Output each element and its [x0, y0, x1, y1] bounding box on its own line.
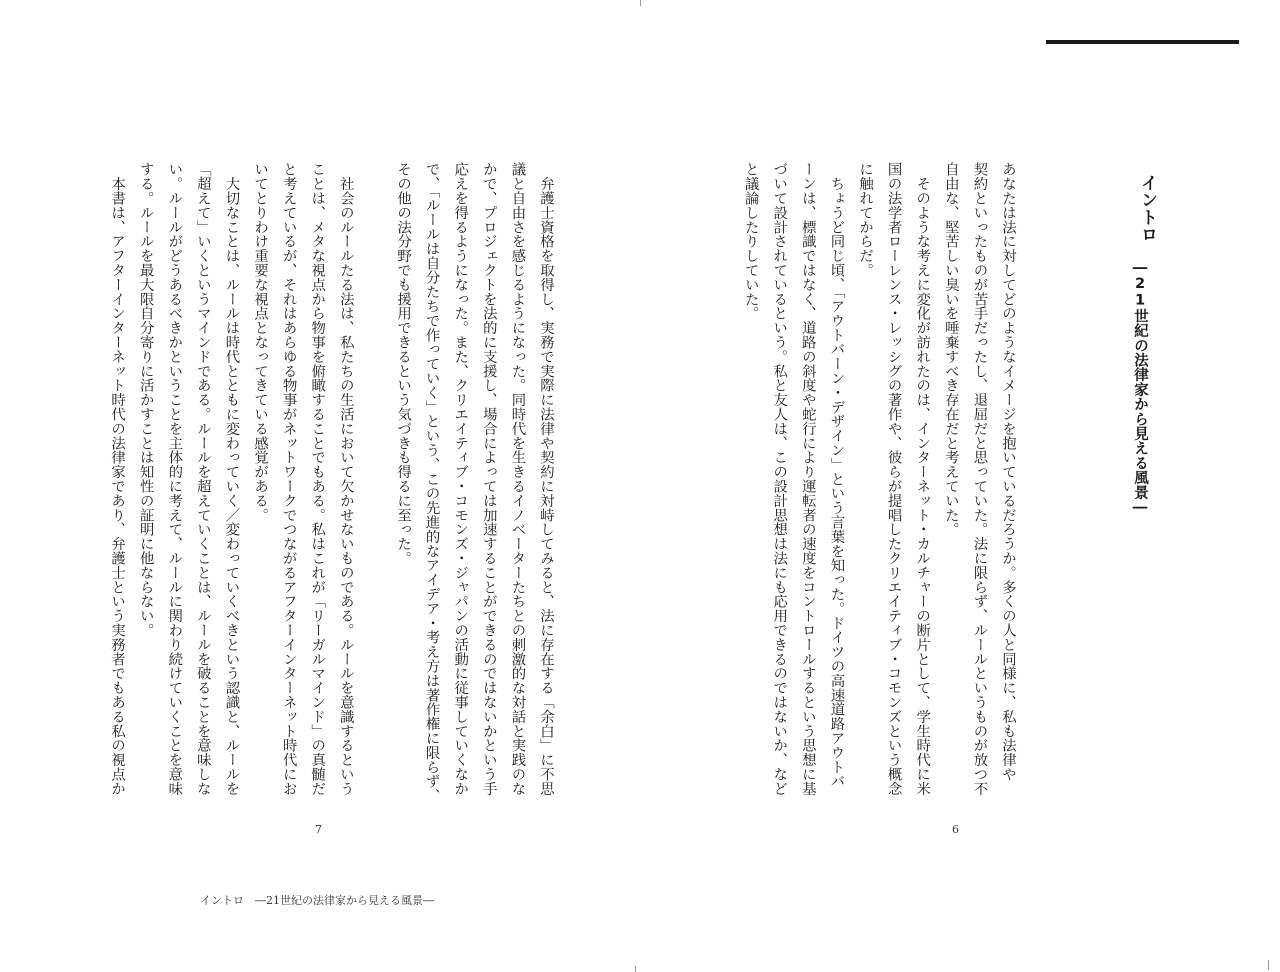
text-line: 「超えて」いくというマインドである。ルールを超えていくことは、ルールを破ることを意味しな [194, 162, 211, 796]
crop-mark-top [640, 0, 641, 6]
chapter-rule [1046, 40, 1239, 44]
text-line: と考えているが、それはあらゆる物事がネットワークでつながるアフターインターネット時代にお [280, 162, 297, 796]
running-head: イントロ ―21世紀の法律家から見える風景― [200, 894, 434, 907]
right-page-body [742, 162, 1022, 807]
text-line: 議と自由さを感じるようになった。同時代を生きるイノベーターたちとの刺激的な対話と実践のな [509, 162, 526, 796]
edge-mark [1268, 960, 1275, 970]
text-line: ーンは、標識ではなく、道路の斜度や蛇行により運転者の速度をコントロールするという思想に基 [799, 162, 816, 796]
text-line: いてとりわけ重要な視点となってきている感覚がある。 [252, 162, 269, 522]
page-number-right: 6 [952, 823, 959, 836]
text-line: 本書は、アフターインターネット時代の法律家であり、弁護士という実務者でもある私の視点か [109, 162, 126, 796]
left-page-body [90, 162, 560, 807]
text-line: で、「ルールは自分たちで作っていく」という、この先進的なアイデア・考え方は著作権に限らず、 [423, 162, 440, 803]
text-line: に触れてからだ。 [857, 162, 874, 278]
chapter-subtitle: ―21世紀の法律家から見える風景― [1132, 260, 1148, 516]
text-line: 社会のルールたる法は、私たちの生活において欠かせないものである。ルールを意識するという [337, 162, 354, 796]
text-line: かで、プロジェクトを法的に支援し、場合によっては加速することができるのではないかという手 [480, 162, 497, 796]
chapter-title: イントロ [1137, 174, 1157, 243]
text-line: ちょうど同じ頃、「アウトバーン・デザイン」という言葉を知った。ドイツの高速道路アウトバ [828, 162, 845, 789]
text-line: 契約といったものが苦手だったし、退屈だと思っていた。法に限らず、ルールというものが放つ不 [971, 162, 988, 796]
text-line: する。ルールを最大限自分寄りに活かすことは知性の証明に他ならない。 [137, 162, 154, 638]
text-line: その他の法分野でも援用できるという気づきも得るに至った。 [395, 162, 412, 566]
text-line: 応えを得るようになった。また、クリエイティブ・コモンズ・ジャパンの活動に従事していくなか [452, 162, 469, 796]
text-line: い。ルールがどうあるべきかということを主体的に考えて、ルールに関わり続けていくことを意味 [166, 162, 183, 796]
text-line [360, 162, 389, 807]
text-line: 国の法学者ローレンス・レッシグの著作や、彼らが提唱したクリエイティブ・コモンズという概念 [885, 162, 902, 796]
text-line: あなたは法に対してどのようなイメージを抱いているだろうか。多くの人と同様に、私も法律や [1000, 162, 1016, 782]
text-line: づいて設計されているという。私と友人は、この設計思想は法にも応用できるのではないか、など [771, 162, 788, 796]
text-line: 大切なことは、ルールは時代とともに変わっていく／変わっていくべきという認識と、ルールを [223, 162, 240, 796]
text-line: ことは、メタな視点から物事を俯瞰することでもある。私はこれが「リーガルマインド」の真髄だ [309, 162, 326, 796]
page-number-left: 7 [315, 823, 322, 836]
text-line: と議論したりしていた。 [742, 162, 759, 321]
crop-mark-bottom [635, 966, 636, 972]
text-line: そのような考えに変化が訪れたのは、インターネット・カルチャーの断片として、学生時代に米 [914, 162, 931, 796]
text-line: 弁護士資格を取得し、実務で実際に法律や契約に対峙してみると、法に存在する「余白」に不思 [538, 162, 554, 796]
text-line: 自由な、堅苦しい臭いを唾棄すべき存在だと考えていた。 [942, 162, 959, 537]
